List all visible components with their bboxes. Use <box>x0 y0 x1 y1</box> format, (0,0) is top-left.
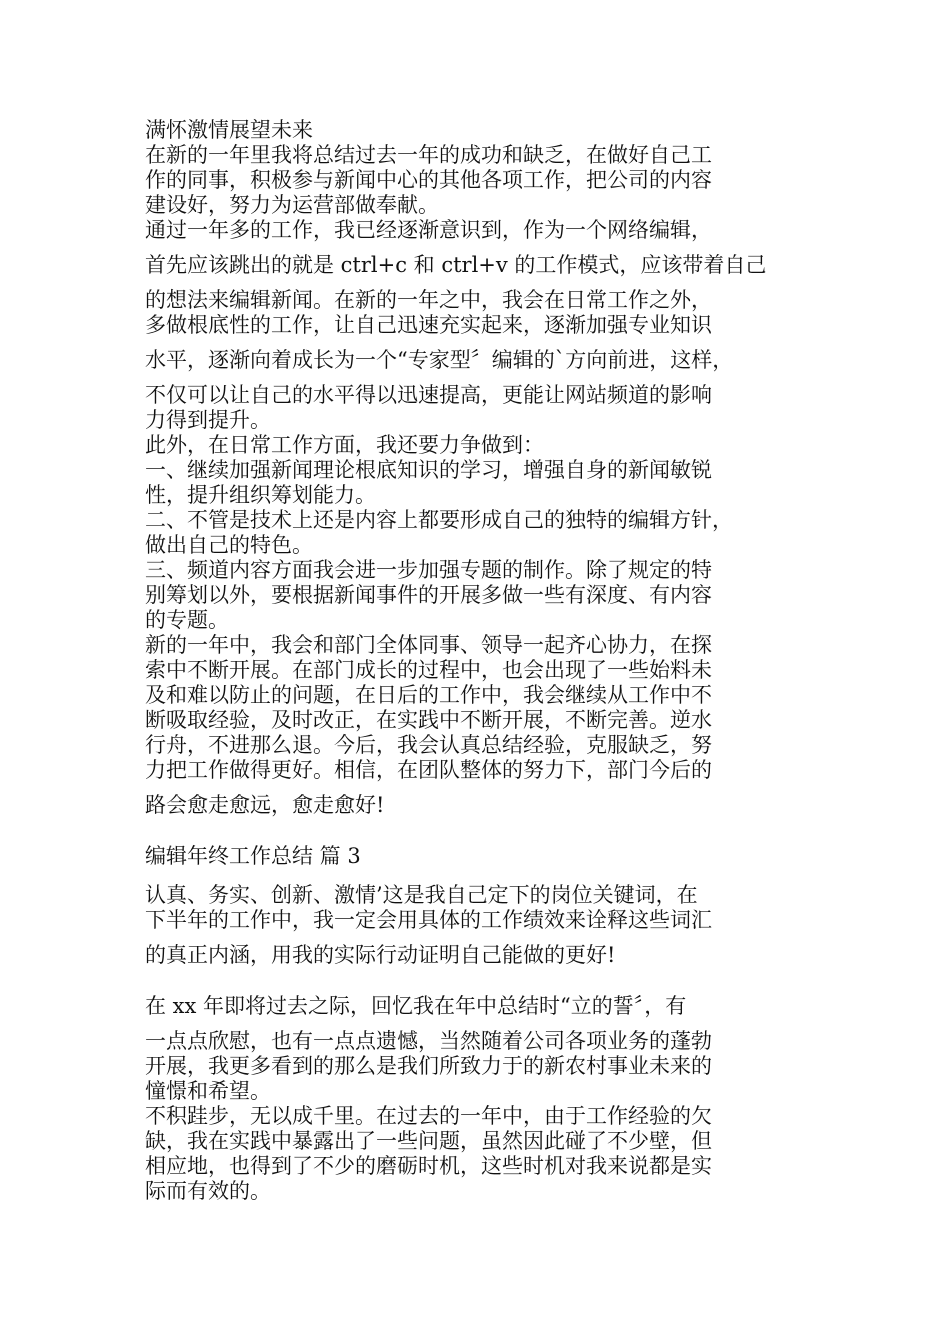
text-line: 一、继续加强新闻理论根底知识的学习，增强自身的新闻敏锐 <box>145 458 712 482</box>
text-line: 憧憬和希望。 <box>145 1079 271 1103</box>
text-line: 此外，在日常工作方面，我还要力争做到： <box>145 433 544 457</box>
text-line: 在 xx 年即将过去之际，回忆我在年中总结时“立的誓〞，有 <box>145 994 687 1018</box>
document-page <box>145 118 825 1204</box>
text-line: 三、频道内容方面我会进一步加强专题的制作。除了规定的特 <box>145 558 712 582</box>
text-line: 作的同事，积极参与新闻中心的其他各项工作，把公司的内容 <box>145 168 712 192</box>
text-line: 力把工作做得更好。相信，在团队整体的努力下，部门今后的 <box>145 758 712 782</box>
text-line: 首先应该跳出的就是 ctrl+c 和 ctrl+v 的工作模式，应该带着自己 <box>145 253 767 277</box>
text-line: 的真正内涵，用我的实际行动证明自己能做的更好! <box>145 943 616 967</box>
text-line: 认真、务实、创新、激情’这是我自己定下的岗位关键词，在 <box>145 883 698 907</box>
text-line: 性，提升组织筹划能力。 <box>145 483 376 507</box>
text-line: 断吸取经验，及时改正，在实践中不断开展，不断完善。逆水 <box>145 708 712 732</box>
text-line: 水平，逐渐向着成长为一个“专家型〞编辑的`方向前进，这样， <box>145 348 734 372</box>
text-line: 相应地，也得到了不少的磨砺时机，这些时机对我来说都是实 <box>145 1154 712 1178</box>
text-line: 二、不管是技术上还是内容上都要形成自己的独特的编辑方针， <box>145 508 733 532</box>
text-line: 做出自己的特色。 <box>145 533 313 557</box>
text-line: 通过一年多的工作，我已经逐渐意识到，作为一个网络编辑， <box>145 218 712 242</box>
text-line: 新的一年中，我会和部门全体同事、领导一起齐心协力，在探 <box>145 633 712 657</box>
text-line: 索中不断开展。在部门成长的过程中，也会出现了一些始料未 <box>145 658 712 682</box>
text-line: 不仅可以让自己的水平得以迅速提高，更能让网站频道的影响 <box>145 383 712 407</box>
text-line: 缺，我在实践中暴露出了一些问题，虽然因此碰了不少壁，但 <box>145 1129 712 1153</box>
text-line: 多做根底性的工作，让自己迅速充实起来，逐渐加强专业知识 <box>145 313 712 337</box>
text-line: 开展，我更多看到的那么是我们所致力于的新农村事业未来的 <box>145 1054 712 1078</box>
text-line: 的专题。 <box>145 608 229 632</box>
text-line: 下半年的工作中，我一定会用具体的工作绩效来诠释这些词汇 <box>145 908 712 932</box>
text-line: 别筹划以外，要根据新闻事件的开展多做一些有深度、有内容 <box>145 583 712 607</box>
text-line: 不积跬步，无以成千里。在过去的一年中，由于工作经验的欠 <box>145 1104 712 1128</box>
text-line: 建设好，努力为运营部做奉献。 <box>145 193 439 217</box>
text-line: 路会愈走愈远，愈走愈好! <box>145 793 385 817</box>
text-line: 行舟，不进那么退。今后，我会认真总结经验，克服缺乏，努 <box>145 733 712 757</box>
section-heading: 编辑年终工作总结 篇 3 <box>145 844 361 868</box>
section-heading: 满怀激情展望未来 <box>145 118 313 142</box>
text-line: 的想法来编辑新闻。在新的一年之中，我会在日常工作之外， <box>145 288 712 312</box>
text-line: 一点点欣慰，也有一点点遗憾，当然随着公司各项业务的蓬勃 <box>145 1029 712 1053</box>
text-line: 在新的一年里我将总结过去一年的成功和缺乏，在做好自己工 <box>145 143 712 167</box>
text-line: 际而有效的。 <box>145 1179 271 1203</box>
text-line: 及和难以防止的问题，在日后的工作中，我会继续从工作中不 <box>145 683 712 707</box>
text-line: 力得到提升。 <box>145 408 271 432</box>
